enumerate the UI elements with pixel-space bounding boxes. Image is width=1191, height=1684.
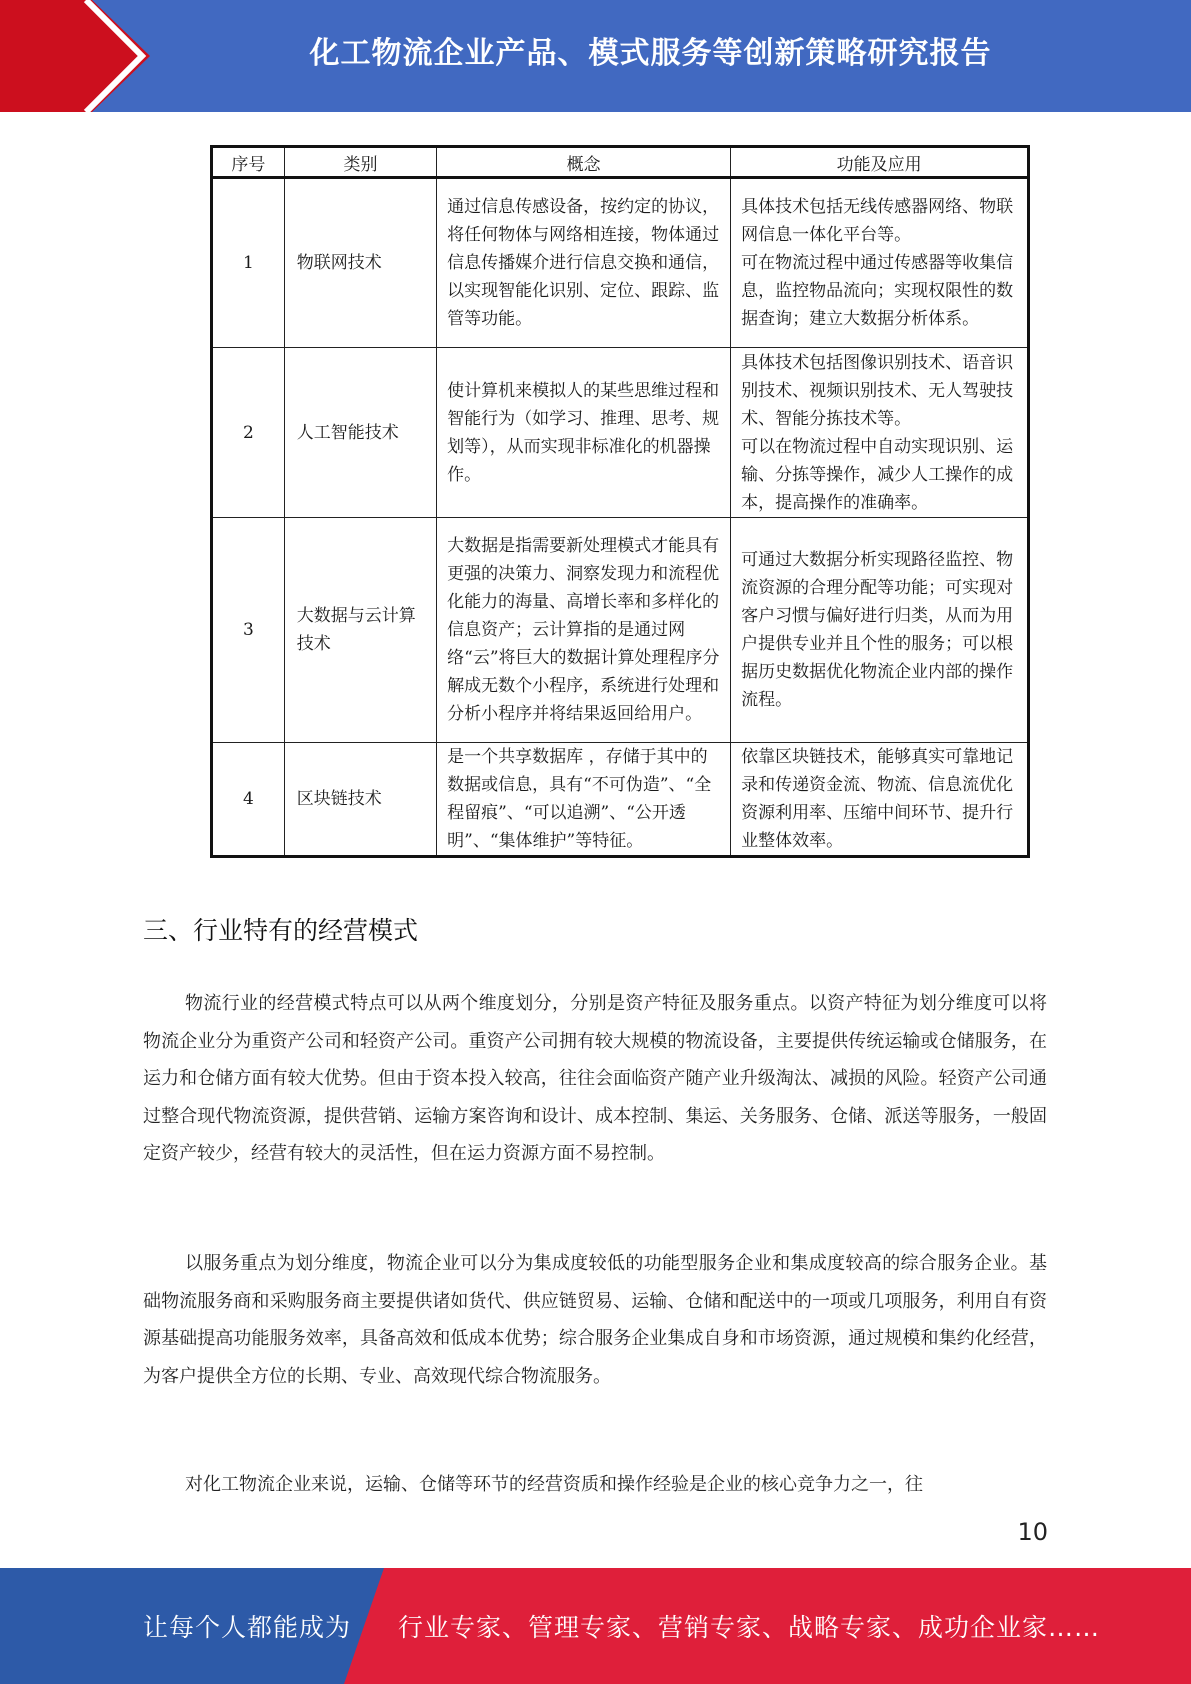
row-number: 1 xyxy=(212,178,285,348)
row-category: 人工智能技术 xyxy=(284,348,436,518)
red-chevron-decoration xyxy=(0,0,150,112)
header-cell-number: 序号 xyxy=(212,147,285,178)
page-header xyxy=(0,0,1191,112)
report-title: 化工物流企业产品、模式服务等创新策略研究报告 xyxy=(309,36,992,71)
technology-table xyxy=(210,145,1030,858)
body-paragraph: 对化工物流企业来说，运输、仓储等环节的经营资质和操作经验是企业的核心竞争力之一，往 xyxy=(185,1474,923,1495)
row-category: 大数据与云计算技术 xyxy=(284,518,436,743)
row-concept: 大数据是指需要新处理模式才能具有更强的决策力、洞察发现力和流程优化能力的海量、高增长率和多样化的信息资产；云计算指的是通过网络“云”将巨大的数据计算处理程序分解成无数个小程序，系统进行处理和分析小程序并将结果返回给用户。 xyxy=(437,518,731,743)
page-footer xyxy=(0,1568,1191,1684)
row-function: 具体技术包括无线传感器网络、物联网信息一体化平台等。 可在物流过程中通过传感器等收集信息，监控物品流向；实现权限性的数据查询；建立大数据分析体系。 xyxy=(731,178,1029,348)
table-row xyxy=(212,348,1029,518)
table-row xyxy=(212,178,1029,348)
page-number: 10 xyxy=(1017,1518,1048,1546)
row-number: 3 xyxy=(212,518,285,743)
footer-slogan-left: 让每个人都能成为 xyxy=(143,1613,352,1642)
row-number: 2 xyxy=(212,348,285,518)
row-function: 具体技术包括图像识别技术、语音识别技术、视频识别技术、无人驾驶技术、智能分拣技术等。 可以在物流过程中自动实现识别、运输、分拣等操作，减少人工操作的成本，提高操作的准确率。 xyxy=(731,348,1029,518)
row-concept: 使计算机来模拟人的某些思维过程和智能行为（如学习、推理、思考、规划等），从而实现非标准化的机器操作。 xyxy=(437,348,731,518)
header-cell-category: 类别 xyxy=(284,147,436,178)
row-function: 可通过大数据分析实现路径监控、物流资源的合理分配等功能；可实现对客户习惯与偏好进行归类，从而为用户提供专业并且个性的服务；可以根据历史数据优化物流企业内部的操作流程。 xyxy=(731,518,1029,743)
section-heading: 三、行业特有的经营模式 xyxy=(143,916,419,945)
footer-slogan-right: 行业专家、管理专家、营销专家、战略专家、成功企业家…… xyxy=(398,1613,1101,1642)
body-paragraph: 物流行业的经营模式特点可以从两个维度划分，分别是资产特征及服务重点。以资产特征为划分维度可以将物流企业分为重资产公司和轻资产公司。重资产公司拥有较大规模的物流设备，主要提供传统运输或仓储服务，在运力和仓储方面有较大优势。但由于资本投入较高，往往会面临资产随产业升级淘汰、减损的风险。轻资产公司通过整合现代物流资源，提供营销、运输方案咨询和设计、成本控制、集运、关务服务、仓储、派送等服务，一般固定资产较少，经营有较大的灵活性，但在运力资源方面不易控制。 xyxy=(143,993,1047,1164)
body-paragraph: 以服务重点为划分维度，物流企业可以分为集成度较低的功能型服务企业和集成度较高的综合服务企业。基础物流服务商和采购服务商主要提供诸如货代、供应链贸易、运输、仓储和配送中的一项或几项服务，利用自有资源基础提高功能服务效率，具备高效和低成本优势；综合服务企业集成自身和市场资源，通过规模和集约化经营，为客户提供全方位的长期、专业、高效现代综合物流服务。 xyxy=(143,1253,1047,1387)
header-cell-concept: 概念 xyxy=(437,147,731,178)
table-row xyxy=(212,743,1029,857)
row-function: 依靠区块链技术，能够真实可靠地记录和传递资金流、物流、信息流优化资源利用率、压缩中间环节、提升行业整体效率。 xyxy=(731,743,1029,857)
row-concept: 是一个共享数据库 ，存储于其中的数据或信息，具有“不可伪造”、“全程留痕”、“可以追溯”、“公开透明”、“集体维护”等特征。 xyxy=(437,743,731,857)
table-header-row xyxy=(212,147,1029,178)
header-cell-function: 功能及应用 xyxy=(731,147,1029,178)
row-number: 4 xyxy=(212,743,285,857)
table-row xyxy=(212,518,1029,743)
row-category: 区块链技术 xyxy=(284,743,436,857)
row-category: 物联网技术 xyxy=(284,178,436,348)
row-concept: 通过信息传感设备，按约定的协议，将任何物体与网络相连接，物体通过信息传播媒介进行信息交换和通信，以实现智能化识别、定位、跟踪、监管等功能。 xyxy=(437,178,731,348)
